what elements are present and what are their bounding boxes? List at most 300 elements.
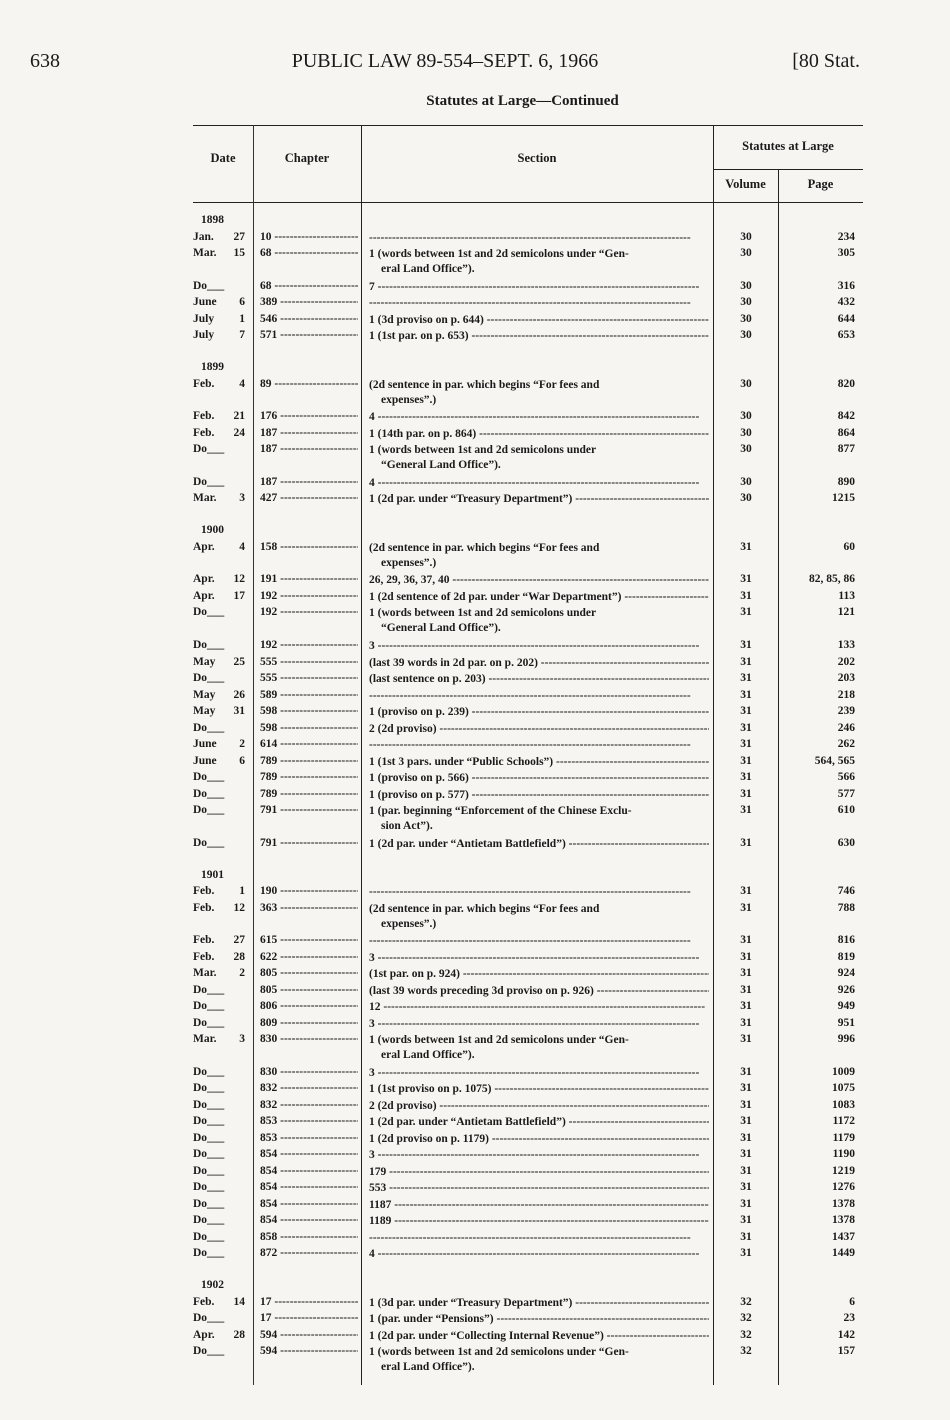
section-cell [369,606,709,636]
chapter-cell: 832 ----- [260,1099,358,1111]
section-cell [369,738,709,753]
section-text: 1 (proviso on p. 239) ----- [369,705,709,720]
volume-cell: 32 [740,1295,752,1308]
date-cell [193,788,249,800]
volume-cell: 30 [740,410,752,423]
volume-cell: 31 [740,672,752,684]
date-month: Do___ [193,606,225,619]
chapter-cell: 363 ----- [260,902,358,914]
date-day: 21 [233,410,245,423]
date-cell [193,656,249,668]
volume-cell: 31 [740,1214,752,1227]
date-cell [193,1132,249,1144]
chapter-cell: 594 ----- [260,1345,358,1357]
section-cell [369,1296,709,1311]
date-cell [193,755,249,767]
date-month: Do___ [193,672,225,684]
date-day: 7 [239,329,245,342]
chapter-cell: 17 ----- [260,1296,358,1308]
date-month: June [193,754,217,767]
section-text: (1st par. on p. 924) ----- [369,967,709,982]
page-cell: 864 [837,426,855,439]
section-text-continued: expenses”.) [381,917,437,930]
page-cell: 113 [838,589,855,602]
section-cell [369,984,709,999]
page-cell: 564, 565 [814,754,855,767]
page-cell: 1083 [832,1098,855,1111]
date-cell [193,590,249,602]
section-cell [369,902,709,932]
date-cell [193,1165,249,1177]
section-cell [369,837,709,852]
date-month: Do___ [193,804,225,816]
date-cell [193,967,249,979]
section-cell [369,788,709,803]
date-cell [193,427,249,439]
volume-cell: 31 [740,589,752,602]
chapter-cell: 555 ----- [260,656,358,668]
table-top-rule [193,125,863,126]
section-text: 1 (2d par. under “Antietam Battlefield”) ----- [369,1115,709,1130]
chapter-cell: 546 ----- [260,313,358,325]
chapter-cell: 805 ----- [260,967,358,979]
chapter-cell: 187 ----- [260,443,358,455]
section-cell [369,1329,709,1344]
section-cell [369,410,709,425]
section-text: 1 (proviso on p. 566) ----- [369,771,709,786]
page-header [30,50,860,76]
section-cell [369,427,709,442]
date-month: Mar. [193,492,217,505]
date-month: Do___ [193,1082,225,1095]
volume-cell: 31 [740,1000,752,1013]
section-text: 3 ----- [369,1017,709,1032]
chapter-cell: 805 ----- [260,984,358,996]
chapter-cell: 89 ----- [260,378,358,390]
volume-cell: 31 [740,1181,752,1194]
page-cell: 842 [837,410,855,423]
date-month: Feb. [193,934,215,947]
date-day: 1 [239,312,245,325]
section-text: (last sentence on p. 203) ----- [369,672,709,687]
date-month: Do___ [193,443,225,456]
volume-cell: 31 [740,1082,752,1095]
section-cell [369,1099,709,1114]
date-chapter-divider [253,125,254,1385]
section-cell [369,639,709,654]
date-cell [193,1000,249,1012]
chapter-cell: 854 ----- [260,1165,358,1177]
date-cell [193,296,249,308]
date-cell [193,1247,249,1259]
section-cell [369,705,709,720]
date-day: 12 [233,573,245,586]
date-cell [193,1017,249,1029]
page-cell: 6 [849,1295,855,1308]
section-text: 7 ----- [369,280,709,295]
volume-cell: 31 [740,1065,752,1078]
section-text-continued: eral Land Office”). [381,1049,475,1062]
date-day: 28 [233,1328,245,1341]
section-cell [369,1066,709,1081]
date-month: Do___ [193,1065,225,1078]
chapter-cell: 192 ----- [260,639,358,651]
chapter-cell: 622 ----- [260,951,358,963]
chapter-cell: 192 ----- [260,590,358,602]
section-cell [369,1132,709,1147]
date-cell [193,1066,249,1078]
date-day: 24 [233,426,245,439]
section-text: 4 ----- [369,410,709,425]
chapter-cell: 830 ----- [260,1033,358,1045]
date-month: Feb. [193,950,215,963]
section-text: 1 (words between 1st and 2d semicolons under [369,607,597,620]
section-text: (last 39 words in 2d par. on p. 202) ----- [369,656,709,671]
date-month: Feb. [193,1295,215,1308]
date-month: Do___ [193,1164,225,1177]
page-cell: 133 [837,639,855,651]
section-cell [369,755,709,770]
section-text: 2 (2d proviso) ----- [369,1099,709,1114]
section-text-continued: sion Act”). [381,820,433,832]
volume-cell: 30 [740,296,752,309]
chapter-cell: 791 ----- [260,837,358,849]
chapter-cell: 598 ----- [260,722,358,734]
date-month: Do___ [193,1197,225,1210]
date-month: May [193,688,216,701]
date-cell [193,1181,249,1193]
date-cell [193,1082,249,1094]
section-text: 553 ----- [369,1181,709,1196]
volume-cell: 32 [740,1328,752,1341]
page-cell: 305 [837,247,855,259]
section-text: 1 (3d par. under “Treasury Department”) ----- [369,1296,709,1311]
section-text-continued: eral Land Office”). [381,1361,475,1374]
page-cell: 316 [837,279,855,292]
date-month: July [193,329,215,342]
date-day: 6 [239,754,245,767]
volume-cell: 31 [740,983,752,996]
section-cell [369,1198,709,1213]
statutes-at-large-header: Statutes at Large [742,139,834,153]
volume-cell: 31 [740,721,752,734]
section-text: 1 (2d sentence of 2d par. under “War Department”) ----- [369,590,709,605]
year-label: 1900 [201,524,224,537]
chapter-cell: 872 ----- [260,1247,358,1259]
date-month: July [193,312,215,325]
date-day: 27 [233,230,245,243]
date-day: 26 [233,688,245,701]
section-cell [369,443,709,473]
section-cell [369,1115,709,1130]
volume-cell: 31 [740,967,752,980]
section-cell [369,1345,709,1375]
chapter-cell: 789 ----- [260,771,358,783]
date-month: Apr. [193,573,215,586]
chapter-cell: 615 ----- [260,934,358,946]
section-cell [369,1231,709,1246]
date-cell [193,984,249,996]
section-cell [369,492,709,507]
date-cell [193,541,249,553]
section-text: 1187 ----- [369,1198,709,1213]
section-text: (last 39 words preceding 3d proviso on p. 926) ----- [369,984,709,999]
page-cell: 203 [837,672,855,684]
section-cell [369,1214,709,1229]
date-month: Do___ [193,1312,225,1325]
volume-cell: 30 [740,329,752,342]
page-cell: 1276 [832,1181,855,1194]
chapter-cell: 854 ----- [260,1198,358,1210]
date-cell [193,689,249,701]
section-text: 1 (1st par. on p. 653) ----- [369,329,709,344]
date-cell [193,410,249,422]
section-text: 1 (words between 1st and 2d semicolons under “Gen- [369,248,629,260]
date-cell [193,885,249,897]
section-text: 1 (par. under “Pensions”) ----- [369,1312,709,1327]
date-month: June [193,296,217,309]
section-cell [369,280,709,295]
chapter-cell: 68 ----- [260,247,358,259]
section-text: 1189 ----- [369,1214,709,1229]
section-cell [369,590,709,605]
volume-cell: 31 [740,771,752,783]
date-month: Do___ [193,1016,225,1029]
section-text-continued: expenses”.) [381,556,437,569]
section-cell [369,1181,709,1196]
volume-cell: 31 [740,1016,752,1029]
chapter-cell: 614 ----- [260,738,358,750]
volume-cell: 31 [740,787,752,800]
date-month: Do___ [193,1131,225,1144]
section-text [369,738,709,753]
section-text: 1 (words between 1st and 2d semicolons under “Gen- [369,1346,629,1359]
date-month: Mar. [193,967,217,980]
date-month: Do___ [193,1214,225,1227]
chapter-section-divider [361,125,362,1385]
section-text: (2d sentence in par. which begins “For fees and [369,378,600,391]
date-day: 28 [233,950,245,963]
date-cell [193,1033,249,1045]
date-cell [193,247,249,259]
date-cell [193,1214,249,1226]
date-cell [193,902,249,914]
section-text: 1 (3d proviso on p. 644) ----- [369,313,709,328]
date-cell [193,738,249,750]
section-text: 1 (proviso on p. 577) ----- [369,788,709,803]
section-cell [369,313,709,328]
volume-cell: 30 [740,312,752,325]
page-cell: 1449 [832,1247,855,1260]
section-text: 3 ----- [369,1148,709,1163]
volume-cell: 30 [740,443,752,456]
date-cell [193,771,249,783]
page-cell: 644 [837,312,855,325]
volume-cell: 31 [740,1033,752,1046]
volume-cell: 31 [740,950,752,963]
section-text: 1 (2d par. under “Treasury Department”) ----- [369,492,709,507]
date-cell [193,934,249,946]
section-text: (2d sentence in par. which begins “For fees and [369,541,600,554]
section-text [369,934,709,949]
section-cell [369,1000,709,1015]
date-month: Do___ [193,1098,225,1111]
chapter-cell: 789 ----- [260,755,358,767]
section-text: 3 ----- [369,639,709,654]
date-month: Do___ [193,1000,225,1013]
date-month: Do___ [193,1345,225,1358]
page-cell: 877 [837,443,855,456]
chapter-cell: 10 ----- [260,231,358,243]
date-day: 17 [233,589,245,602]
volume-cell: 31 [740,573,752,586]
page-cell: 1009 [832,1065,855,1078]
page-cell: 820 [837,377,855,390]
chapter-cell: 176 ----- [260,410,358,422]
section-text: 1 (2d par. under “Collecting Internal Revenue”) ----- [369,1329,709,1344]
volume-cell: 30 [740,279,752,292]
date-day: 27 [233,934,245,947]
section-text-continued: eral Land Office”). [381,263,475,275]
date-month: Feb. [193,410,215,423]
date-cell [193,280,249,292]
section-text: (2d sentence in par. which begins “For fees and [369,902,600,915]
date-month: Do___ [193,983,225,996]
page-cell: 239 [837,705,855,717]
section-cell [369,378,709,408]
section-text [369,1231,709,1246]
page-cell: 218 [837,688,855,701]
page-cell: 890 [837,475,855,488]
section-cell [369,672,709,687]
chapter-cell: 832 ----- [260,1082,358,1094]
section-text: 26, 29, 36, 37, 40 ----- [369,573,709,588]
volume-cell: 31 [740,1115,752,1128]
page-cell: 788 [837,901,855,914]
page-cell: 746 [837,885,855,898]
date-day: 3 [239,492,245,505]
date-day: 2 [239,738,245,750]
page-cell: 157 [837,1345,855,1358]
section-text: 2 (2d proviso) ----- [369,722,709,737]
volume-cell: 31 [740,738,752,750]
date-month: Feb. [193,901,215,914]
section-text-continued: expenses”.) [381,393,437,406]
chapter-cell: 853 ----- [260,1132,358,1144]
section-text: 1 (words between 1st and 2d semicolons under [369,444,597,457]
page-title: PUBLIC LAW 89-554–SEPT. 6, 1966 [291,50,599,72]
year-label: 1899 [201,361,224,374]
volume-column-header: Volume [725,177,766,191]
date-month: Apr. [193,589,215,602]
chapter-cell: 187 ----- [260,427,358,439]
date-cell [193,1345,249,1357]
date-day: 2 [239,967,245,980]
volume-cell: 31 [740,1098,752,1111]
page-cell: 1378 [832,1214,855,1227]
volume-cell: 31 [740,655,752,668]
page-cell: 1179 [832,1131,855,1144]
date-cell [193,1312,249,1324]
statute-reference: [80 Stat. [792,50,860,72]
date-month: Do___ [193,475,225,488]
section-text: 1 (14th par. on p. 864) ----- [369,427,709,442]
date-cell [193,1115,249,1127]
date-day: 25 [233,655,245,668]
chapter-cell: 389 ----- [260,296,358,308]
chapter-cell: 191 ----- [260,573,358,585]
date-month: Do___ [193,771,225,783]
date-day: 31 [233,705,245,717]
date-month: Do___ [193,1247,225,1260]
date-cell [193,705,249,717]
date-cell [193,1329,249,1341]
page-cell: 121 [837,606,855,619]
page-column-header: Page [807,177,834,191]
section-cell [369,967,709,982]
chapter-cell: 68 ----- [260,280,358,292]
chapter-cell: 571 ----- [260,329,358,341]
section-text: 179 ----- [369,1165,709,1180]
date-month: Do___ [193,639,225,651]
date-day: 15 [233,247,245,259]
chapter-cell: 598 ----- [260,705,358,717]
section-text [369,689,709,704]
date-cell [193,329,249,341]
date-month: Feb. [193,426,215,439]
section-cell [369,231,709,246]
date-month: June [193,738,217,750]
section-cell [369,1082,709,1097]
section-text: 1 (par. beginning “Enforcement of the Chinese Exclu- [369,805,632,817]
section-text: 3 ----- [369,951,709,966]
page-cell: 1437 [832,1230,855,1243]
page-cell: 610 [837,804,855,816]
section-text: 1 (1st proviso on p. 1075) ----- [369,1082,709,1097]
section-cell [369,573,709,588]
section-text: 1 (1st 3 pars. under “Public Schools”) ----- [369,755,709,770]
date-month: Do___ [193,787,225,800]
page-cell: 142 [837,1328,855,1341]
section-statutes-divider [713,125,714,1385]
volume-cell: 30 [740,475,752,488]
volume-cell: 32 [740,1312,752,1325]
date-cell [193,837,249,849]
section-text-continued: “General Land Office”). [381,459,501,472]
date-cell [193,573,249,585]
header-bottom-rule [193,202,863,203]
date-month: Jan. [193,230,214,243]
date-cell [193,313,249,325]
volume-cell: 31 [740,1197,752,1210]
page-cell: 577 [837,787,855,800]
page-cell: 819 [837,950,855,963]
section-text-continued: “General Land Office”). [381,622,501,635]
chapter-cell: 830 ----- [260,1066,358,1078]
date-day: 1 [239,885,245,898]
volume-cell: 31 [740,1164,752,1177]
date-cell [193,639,249,651]
section-cell [369,1247,709,1262]
date-day: 3 [239,1033,245,1046]
date-month: Feb. [193,377,215,390]
chapter-cell: 854 ----- [260,1214,358,1226]
section-cell [369,934,709,949]
page-cell: 432 [837,296,855,309]
volume-cell: 30 [740,377,752,390]
date-month: May [193,655,216,668]
section-cell [369,1017,709,1032]
